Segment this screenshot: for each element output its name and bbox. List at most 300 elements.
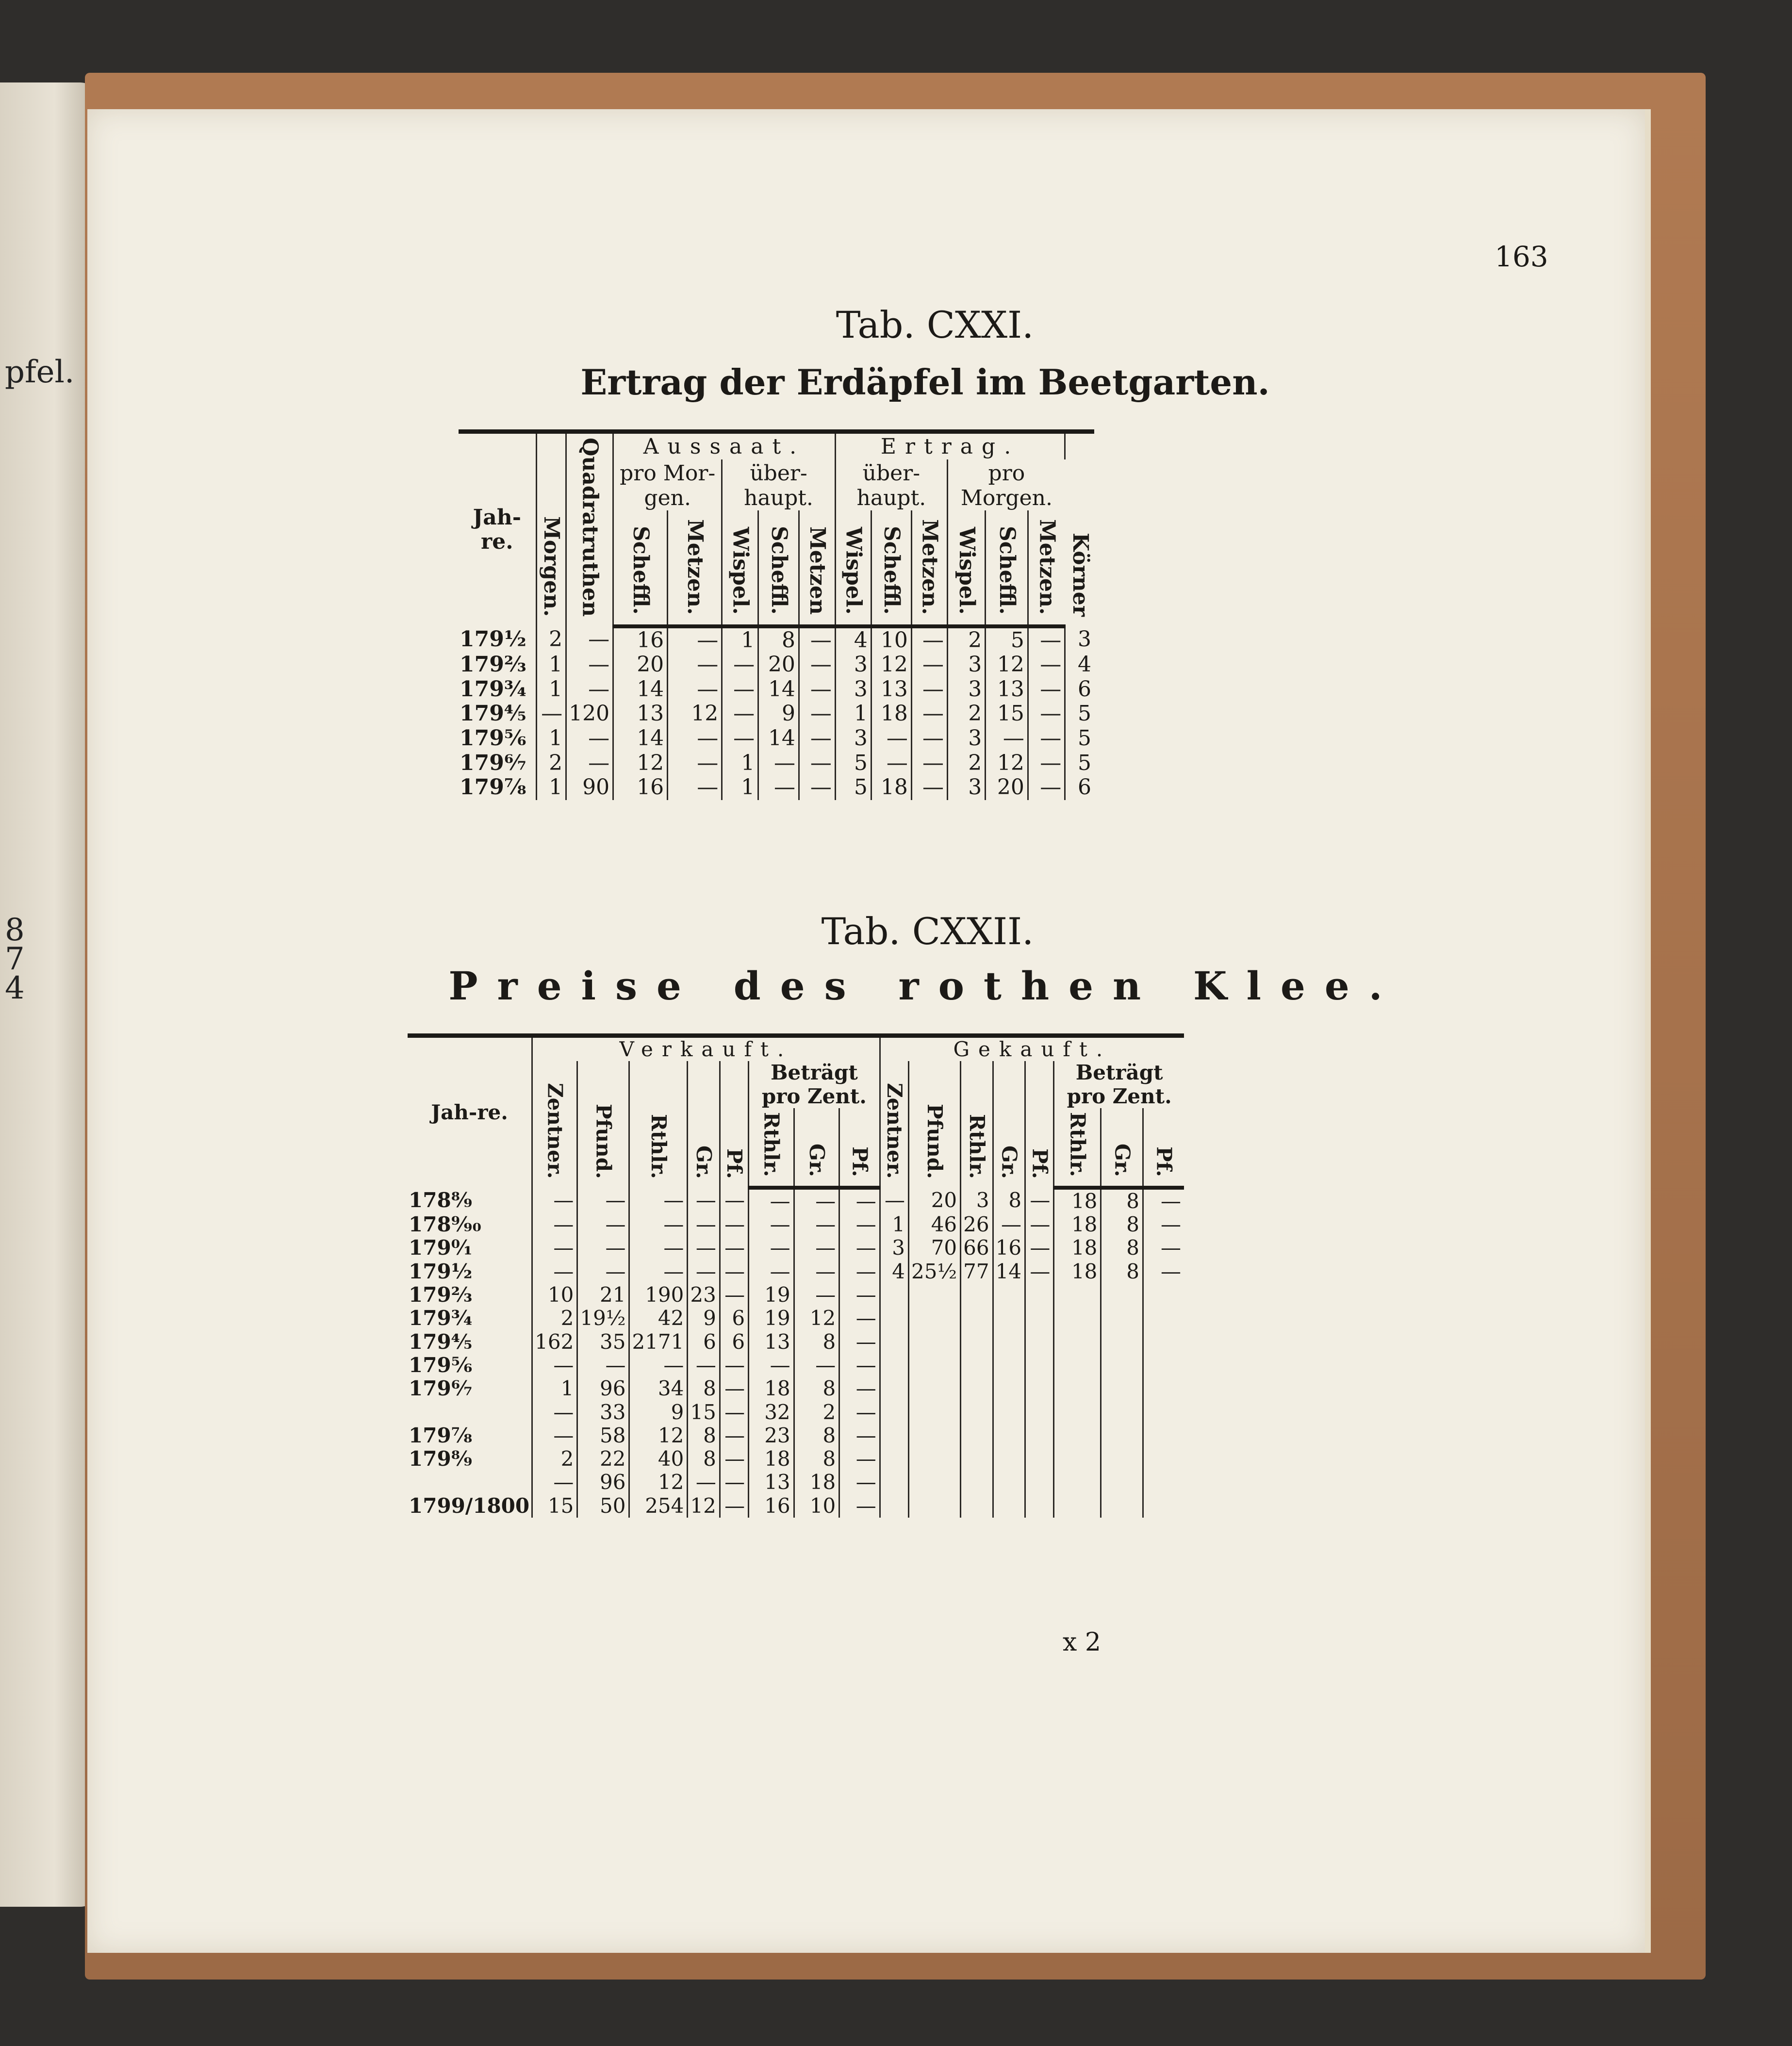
table-row [408,1188,1184,1213]
table-cell: — [911,726,947,751]
table2-body [408,1188,1184,1518]
table-cell: 1 [722,751,758,776]
table-cell: — [720,1377,748,1400]
table-cell: 32 [749,1401,794,1424]
table-cell [961,1307,993,1330]
table-cell: 5 [1078,726,1091,751]
table-cell [961,1471,993,1494]
table-cell [880,1283,908,1307]
table-cell [993,1447,1025,1471]
table-cell: 10 [871,626,911,653]
table-cell: 1 [536,677,566,702]
table-cell: — [871,751,911,776]
table-row [408,1260,1184,1283]
table-cell [993,1471,1025,1494]
table-cell [880,1494,908,1518]
table-cell: — [1161,1212,1181,1237]
table-cell [1101,1471,1143,1494]
col-scheffel-header: Scheffl. [986,510,1028,626]
table-cell [993,1283,1025,1307]
table-cell: — [668,726,722,751]
table-cell: 35 [577,1330,629,1354]
table-cell: — [688,1354,720,1377]
table-row [408,1354,1184,1377]
col-zentner-header: Zentner. [880,1061,908,1188]
table-cell: 8 [794,1377,839,1400]
col-gr-header: Gr. [688,1061,720,1188]
table-cell: — [688,1260,720,1283]
table-cell: 12 [629,1471,688,1494]
table-cell [1101,1401,1143,1424]
table-cell: — [749,1213,794,1236]
table-cell [908,1424,960,1447]
table-cell: — [1161,1189,1181,1213]
table-cell [1025,1447,1054,1471]
table-row [459,775,1094,800]
table-cell: — [668,626,722,653]
table-cell: — [794,1283,839,1307]
col-pf-header: Pf. [839,1108,880,1188]
year-cell: 179⁰⁄₁ [408,1236,532,1260]
table-cell: 12 [794,1307,839,1330]
table-cell [1101,1424,1143,1447]
table-cell: — [629,1236,688,1260]
table-cell [1054,1424,1101,1447]
table-cell [880,1447,908,1471]
table-cell: 3 [961,1188,993,1213]
table-cell: — [1028,702,1065,726]
subgroup-betraegt: Beträgt pro Zent. [1067,1061,1172,1108]
table-cell: 33 [577,1401,629,1424]
table-cell: 18 [871,702,911,726]
table-cell: 19 [749,1283,794,1307]
table-cell [961,1377,993,1400]
table-cell: — [986,726,1028,751]
table-cell [908,1377,960,1400]
table-row [408,1494,1184,1518]
table-cell: 19 [749,1307,794,1330]
table-cell: — [799,653,835,677]
table-cell: 1 [722,775,758,800]
col-morgen-header: Morgen. [536,432,566,626]
table-cell [1101,1354,1143,1377]
table-cell: 19½ [577,1307,629,1330]
table-row [408,1447,1184,1471]
col-rthlr-header: Rthlr. [629,1061,688,1188]
table-cell: — [911,751,947,776]
table-cell: 3 [947,726,985,751]
table-cell: — [839,1236,880,1260]
table-cell: 8 [794,1447,839,1471]
table-cell: — [758,751,799,776]
year-cell: 178⁹⁄₉₀ [408,1213,532,1236]
col-rthlr-header: Rthlr. [1054,1108,1101,1188]
table-cell: 15 [986,702,1028,726]
col-koerner-header: Körner [1065,432,1094,626]
table-cell [1054,1447,1101,1471]
table-cell: 13 [749,1330,794,1354]
table-cell: — [794,1354,839,1377]
table1-body [459,626,1094,800]
table-cell [961,1424,993,1447]
table-cell: 18 [749,1377,794,1400]
table-cell: — [794,1188,839,1213]
table-cell [1101,1307,1143,1330]
table-cell: 1 [536,775,566,800]
table-cell: — [911,702,947,726]
table-cell: — [749,1188,794,1213]
col-metzen-header: Metzen. [1028,510,1065,626]
table-cell [1025,1307,1054,1330]
table-cell: 26 [961,1213,993,1236]
subgroup-ertrag-ueberhaupt: über-haupt. [835,459,947,510]
year-cell: 179⅔ [459,653,536,677]
table-row [459,751,1094,776]
table-cell [908,1447,960,1471]
table-cell: 3 [947,653,985,677]
table-cell: — [629,1260,688,1283]
table-cell: 8 [993,1188,1025,1213]
table1-title: Tab. CXXI. [836,303,1034,346]
table-cell: 12 [871,653,911,677]
table-cell: — [1161,1259,1181,1283]
table-cell: 13 [871,677,911,702]
table-cell: 18 [749,1447,794,1471]
year-cell [408,1471,532,1494]
table-cell: — [566,726,613,751]
table-cell [961,1401,993,1424]
table-cell: 96 [577,1377,629,1400]
table-cell: — [799,726,835,751]
table-cell [993,1307,1025,1330]
table-cell [1054,1283,1101,1307]
table-cell: 3 [835,726,871,751]
table-cell: — [911,626,947,653]
table-cell: — [839,1188,880,1213]
table-cell: 6 [1078,775,1091,800]
col-pfund-header: Pfund. [577,1061,629,1188]
left-page-fragment: 7 [5,941,25,977]
table-cell: 2 [947,626,985,653]
table-cell [1025,1401,1054,1424]
col-scheffel-header: Scheffl. [758,510,799,626]
table-cell: — [1028,626,1065,653]
table-cell: — [668,677,722,702]
table-cell [961,1447,993,1471]
table-row [408,1424,1184,1447]
table-cell [1101,1283,1143,1307]
year-cell: 179½ [459,626,536,653]
table-cell: 6 [1078,676,1091,702]
table-cell: — [566,626,613,653]
table-cell: — [1161,1236,1181,1260]
table-cell: — [1028,726,1065,751]
table-cell: 2 [947,702,985,726]
table-cell: — [722,653,758,677]
table-row [408,1330,1184,1354]
table-cell: 66 [961,1236,993,1260]
table-cell: — [993,1213,1025,1236]
group-verkauft-header: Verkauft. [532,1036,880,1062]
col-scheffel-header: Scheffl. [613,510,668,626]
table-cell: — [629,1213,688,1236]
table-cell: — [577,1213,629,1236]
table-cell [1025,1377,1054,1400]
col-metzen-header: Metzen. [668,510,722,626]
table-cell: — [688,1188,720,1213]
subgroup-pro-morgen: pro Mor-gen. [613,459,722,510]
year-cell: 179¾ [408,1307,532,1330]
col-metzen-header: Metzen. [911,510,947,626]
table-cell [908,1471,960,1494]
table-cell: 18 [1054,1188,1101,1213]
table-cell: 5 [1078,701,1091,726]
group-aussaat-header: Aussaat. [613,432,836,459]
year-cell: 179⅚ [459,726,536,751]
table-cell: 12 [986,751,1028,776]
col-rthlr-header: Rthlr. [961,1061,993,1188]
table-cell [961,1354,993,1377]
table-cell: 25½ [908,1260,960,1283]
table-cell: — [911,653,947,677]
table-cell: 1 [536,726,566,751]
table-cell [1143,1283,1184,1307]
table-cell: — [839,1213,880,1236]
table-cell [880,1354,908,1377]
table-cell: 18 [871,775,911,800]
table-cell [1143,1401,1184,1424]
table-cell: — [1025,1188,1054,1213]
table-cell: — [799,626,835,653]
table-cell: — [566,653,613,677]
table-cell: 8 [794,1330,839,1354]
table-cell: — [532,1188,577,1213]
table-cell: — [720,1424,748,1447]
table1-subtitle: Ertrag der Erdäpfel im Beetgarten. [580,361,1270,403]
table-cell: — [911,677,947,702]
table-cell: 2 [536,626,566,653]
table-cell: 21 [577,1283,629,1307]
table-cell: — [758,775,799,800]
table-cell: — [794,1260,839,1283]
table-cell: — [1028,751,1065,776]
table-cell: — [799,751,835,776]
table-row [408,1213,1184,1236]
table-cell: — [577,1236,629,1260]
table-cell: 2 [794,1401,839,1424]
table-cell: — [749,1354,794,1377]
left-page-fragment: 4 [5,970,25,1006]
table-cell: — [839,1354,880,1377]
table-row [459,626,1094,653]
subgroup-ertrag-pro-morgen: pro Morgen. [960,461,1052,510]
table-row [408,1471,1184,1494]
table-cell: — [629,1354,688,1377]
table-cell: 23 [749,1424,794,1447]
table-cell [1025,1424,1054,1447]
table-cell: 14 [613,726,668,751]
table-cell: — [794,1236,839,1260]
table-cell: — [720,1283,748,1307]
table-cell: 14 [758,726,799,751]
table-row [459,677,1094,702]
table-cell: 10 [532,1283,577,1307]
table-cell [908,1354,960,1377]
table-row [408,1236,1184,1260]
table-cell: 3 [835,677,871,702]
table-cell [1143,1494,1184,1518]
table-cell [880,1401,908,1424]
table-cell: — [577,1354,629,1377]
year-cell: 1799/1800 [408,1494,532,1518]
table-cell: 1 [722,626,758,653]
table2-title: Tab. CXXII. [821,910,1034,953]
table-cell: 96 [577,1471,629,1494]
table-cell: — [720,1471,748,1494]
table-cell [1143,1307,1184,1330]
year-cell: 179⅘ [408,1330,532,1354]
table-cell: 6 [720,1330,748,1354]
table-row [408,1401,1184,1424]
table-cell [1054,1377,1101,1400]
table-cell: 14 [758,677,799,702]
table-cell: — [799,775,835,800]
table-cell: 46 [908,1213,960,1236]
table-cell: 12 [613,751,668,776]
table-cell: 34 [629,1377,688,1400]
table-cell: — [577,1188,629,1213]
table-cell: 6 [688,1330,720,1354]
table-cell: 15 [532,1494,577,1518]
table-cell: 8 [688,1377,720,1400]
table-cell: 1 [880,1213,908,1236]
table-cell: 9 [688,1307,720,1330]
subgroup-betraegt: Beträgt pro Zent. [749,1061,880,1108]
table-cell [961,1283,993,1307]
table-cell: — [532,1260,577,1283]
table-cell: — [720,1260,748,1283]
table-row [459,653,1094,677]
table-cell [961,1494,993,1518]
group-ertrag-header: Ertrag. [835,432,1065,459]
table-cell [1054,1494,1101,1518]
table-cell: 120 [566,702,613,726]
col-rthlr-header: Rthlr. [749,1108,794,1188]
table-cell: — [1028,653,1065,677]
table-cell: 6 [720,1307,748,1330]
table-cell: — [720,1447,748,1471]
table-cell: — [1028,677,1065,702]
table-cell [908,1307,960,1330]
col-gr-header: Gr. [794,1108,839,1188]
col-year-header: Jah-re. [459,432,536,626]
table-cell [880,1377,908,1400]
table-cell: 3 [880,1236,908,1260]
table-cell [993,1330,1025,1354]
table-cell: 1 [835,702,871,726]
table-cell: — [720,1494,748,1518]
table-cell [1143,1424,1184,1447]
table-cell: 18 [1054,1260,1101,1283]
table-cell: 8 [794,1424,839,1447]
left-page-fragment: 8 [5,912,25,948]
col-wispel-header: Wispel. [947,510,985,626]
table-cell [908,1494,960,1518]
table-cell: 20 [908,1188,960,1213]
table-cell: 20 [758,653,799,677]
table-cell [1025,1330,1054,1354]
table-cell: 12 [668,702,722,726]
table-cell [1101,1447,1143,1471]
table-cell: 90 [566,775,613,800]
table-cell: 3 [835,653,871,677]
table-cell: 15 [688,1401,720,1424]
table-cell [961,1330,993,1354]
table-cell: 190 [629,1283,688,1307]
table-cell: 23 [688,1283,720,1307]
table-cell: 16 [749,1494,794,1518]
table-cell: 16 [613,626,668,653]
table-cell: — [839,1424,880,1447]
table-cell: — [629,1188,688,1213]
year-cell: 179⅞ [408,1424,532,1447]
table-cell [1143,1354,1184,1377]
col-gr-header: Gr. [1101,1108,1143,1188]
col-quadratruthen-header: Quadratruthen [566,432,613,626]
table-potato-yield [459,429,1094,800]
table-cell: 18 [1054,1236,1101,1260]
table-cell: 58 [577,1424,629,1447]
col-scheffel-header: Scheffl. [871,510,911,626]
year-cell: 179⁸⁄₉ [408,1447,532,1471]
table-cell: 20 [986,775,1028,800]
table-cell: — [532,1213,577,1236]
table-cell: 4 [880,1260,908,1283]
table-row [408,1283,1184,1307]
table-cell: — [749,1260,794,1283]
table-cell: 10 [794,1494,839,1518]
year-cell: 179⁶⁄₇ [459,751,536,776]
table-cell: — [668,653,722,677]
table-cell: 5 [986,626,1028,653]
table-cell [1101,1494,1143,1518]
table-cell: — [1025,1236,1054,1260]
table-cell: 12 [629,1424,688,1447]
table-cell: — [532,1236,577,1260]
table-cell: — [749,1236,794,1260]
table-cell [1054,1330,1101,1354]
table-cell: 5 [835,751,871,776]
table-cell: 40 [629,1447,688,1471]
table-cell: 4 [835,626,871,653]
table-cell: 16 [613,775,668,800]
table-cell: — [839,1377,880,1400]
table-cell [1025,1354,1054,1377]
table-cell: — [1028,775,1065,800]
table-cell: 8 [688,1424,720,1447]
year-cell: 179¾ [459,677,536,702]
page-number: 163 [1495,240,1548,273]
table-cell [1143,1447,1184,1471]
table-cell: 20 [613,653,668,677]
table-cell [1054,1471,1101,1494]
subgroup-ueberhaupt: über-haupt. [722,459,836,510]
table-cell: 12 [688,1494,720,1518]
table-cell: — [720,1188,748,1213]
table-cell [908,1401,960,1424]
table-cell: 2171 [629,1330,688,1354]
table-cell [993,1354,1025,1377]
